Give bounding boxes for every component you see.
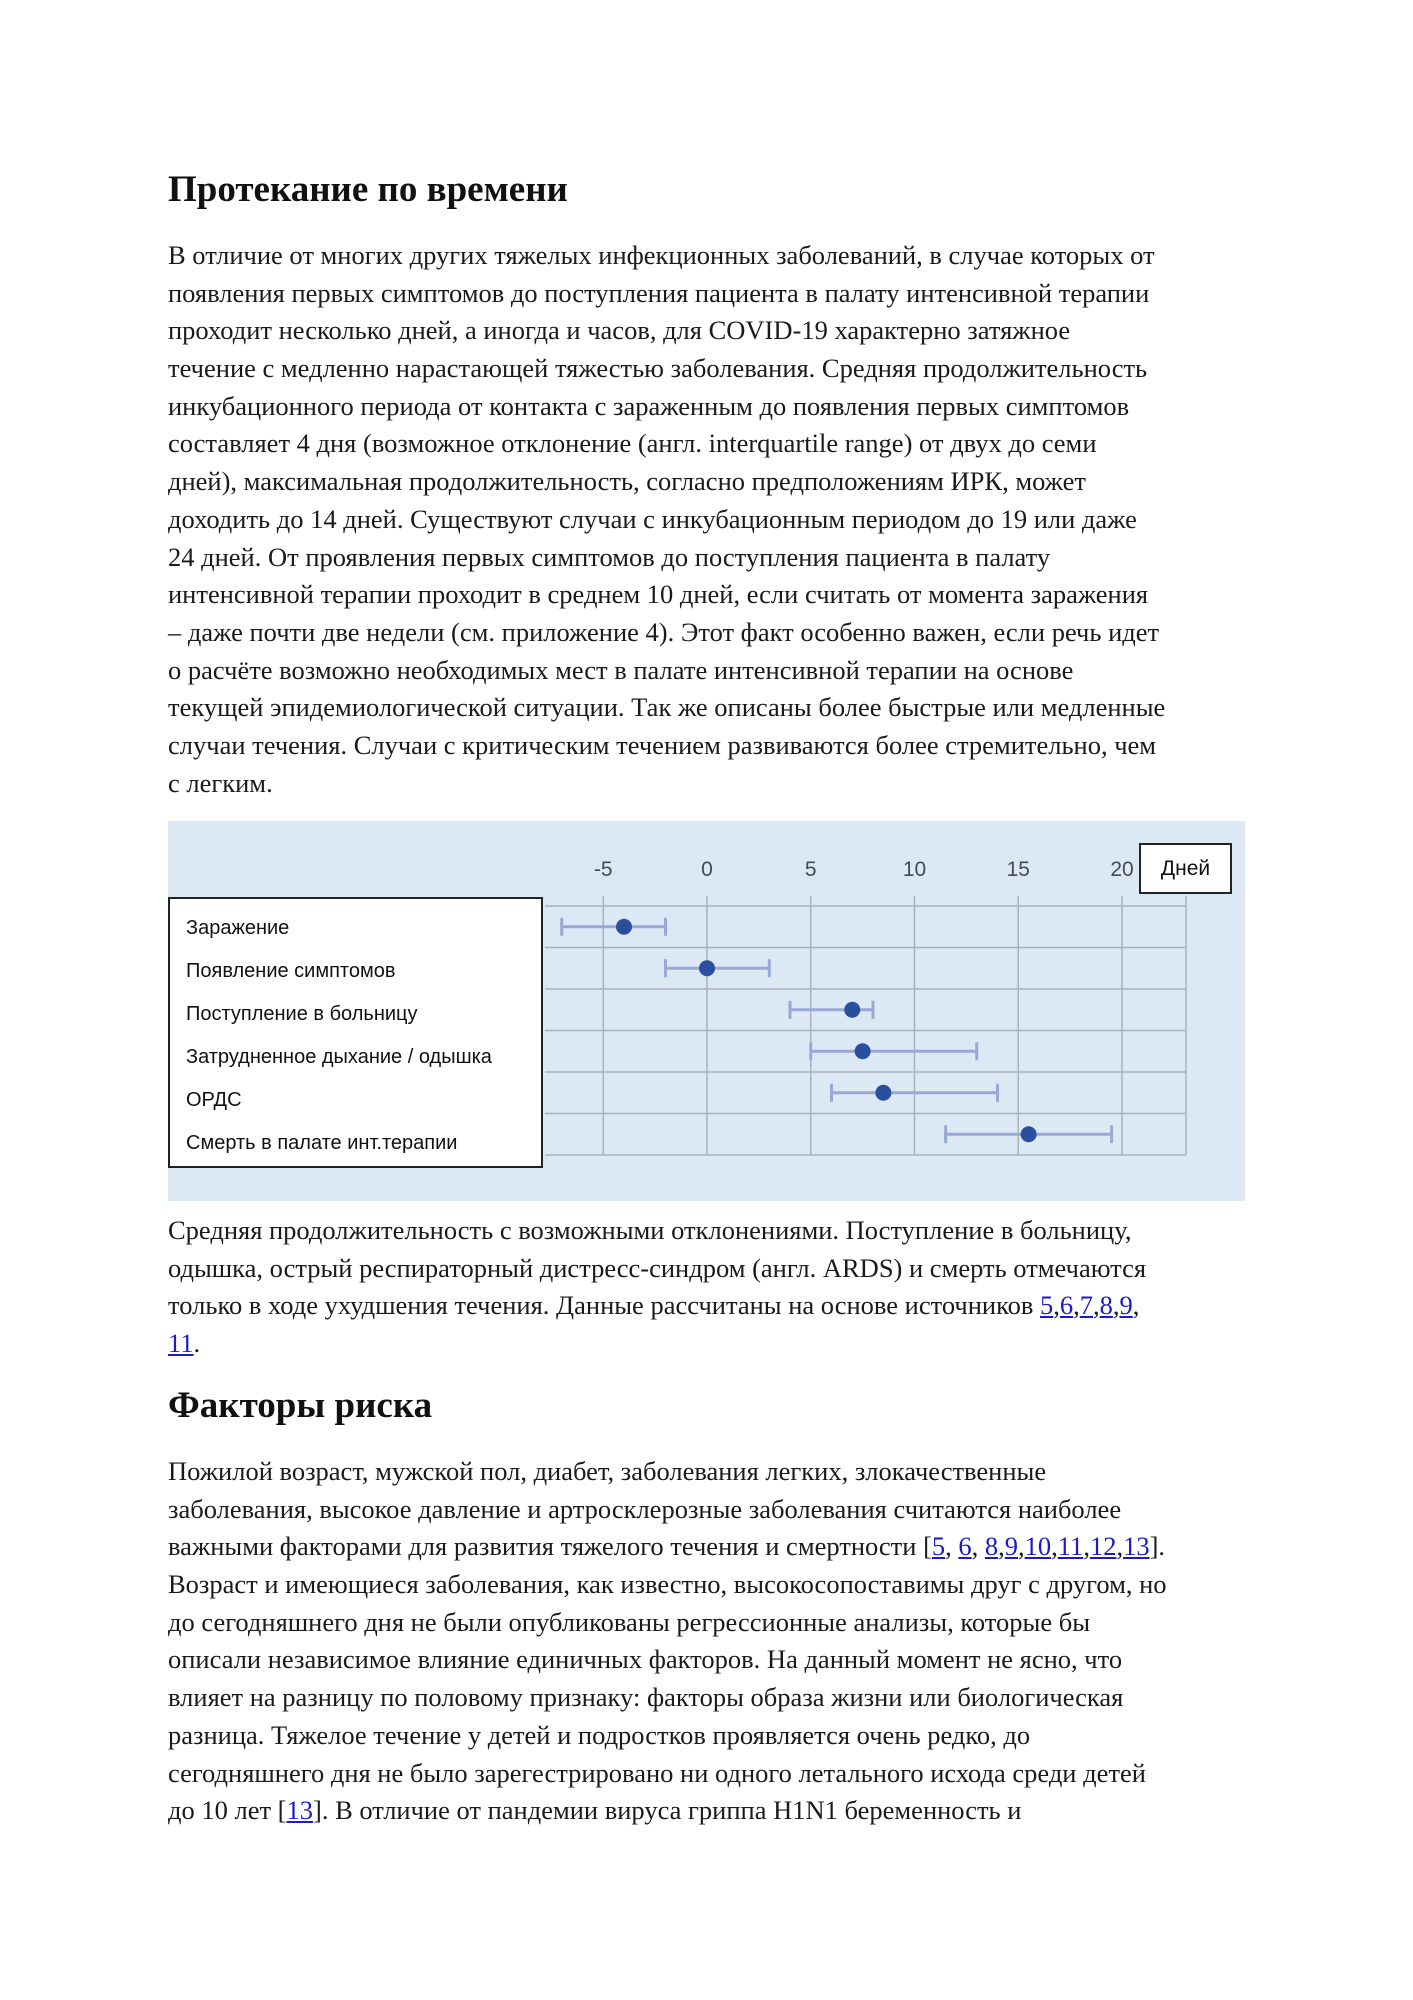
- paragraph-line: описали независимое влияние единичных факторов. На данный момент не ясно, что: [168, 1644, 1123, 1675]
- ref-link-9[interactable]: 9: [1004, 1531, 1019, 1562]
- legend-item: Появление симптомов: [186, 960, 396, 982]
- paragraph-line: В отличие от многих других тяжелых инфекционных заболеваний, в случае которых от: [168, 240, 1155, 270]
- legend-item: Затрудненное дыхание / одышка: [186, 1046, 492, 1068]
- ref-link-6[interactable]: 6: [958, 1531, 972, 1562]
- caption-line: только в ходе ухудшения течения. Данные рассчитаны на основе источников 5,6,7,8,9,: [168, 1290, 1140, 1321]
- paragraph-line: важными факторами для развития тяжелого течения и смертности [5, 6, 8,9,10,11,12,13].: [168, 1531, 1166, 1562]
- legend-item: Поступление в больницу: [186, 1003, 418, 1025]
- paragraph-line: – даже почти две недели (см. приложение 4). Этот факт особенно важен, если речь идет: [168, 616, 1160, 647]
- legend-item: ОРДС: [186, 1089, 242, 1111]
- paragraph-line: 24 дней. От проявления первых симптомов до поступления пациента в палату: [168, 541, 1051, 572]
- x-tick-label: 5: [804, 858, 817, 881]
- ref-link-12[interactable]: 12: [1089, 1531, 1117, 1562]
- paragraph-line: до 10 лет [13]. В отличие от пандемии вируса гриппа H1N1 беременность и: [168, 1795, 1022, 1826]
- caption-line: Средняя продолжительность с возможными отклонениями. Поступление в больницу,: [168, 1215, 1132, 1245]
- caption-line: 11.: [168, 1328, 201, 1359]
- paragraph-line: до сегодняшнего дня не были опубликованы регрессионные анализы, которые бы: [168, 1606, 1091, 1637]
- ref-link-10[interactable]: 10: [1024, 1531, 1052, 1562]
- paragraph-line: Возраст и имеющиеся заболевания, как известно, высокосопоставимы друг с другом, но: [168, 1569, 1167, 1600]
- paragraph-line: сегодняшнего дня не было зарегестрировано ни одного летального исхода среди детей: [168, 1757, 1146, 1788]
- ref-link-11[interactable]: 11: [168, 1328, 194, 1359]
- paragraph-line: заболевания, высокое давление и артросклерозные заболевания считаются наиболее: [168, 1493, 1122, 1524]
- ref-link-8[interactable]: 8: [1099, 1290, 1113, 1321]
- ref-link-11[interactable]: 11: [1057, 1531, 1084, 1562]
- paragraph-line: Пожилой возраст, мужской пол, диабет, заболевания легких, злокачественные: [168, 1456, 1047, 1486]
- paragraph-line: дней), максимальная продолжительность, согласно предположениям ИРК, может: [168, 466, 1086, 497]
- data-point: [855, 1043, 871, 1059]
- data-point: [875, 1085, 891, 1101]
- paragraph-line: интенсивной терапии проходит в среднем 10 дней, если считать от момента заражения: [168, 579, 1149, 610]
- paragraph-time-course: [168, 237, 1268, 802]
- ref-link-7[interactable]: 7: [1079, 1290, 1094, 1321]
- legend-item: Заражение: [186, 917, 290, 939]
- data-point: [616, 919, 632, 935]
- chart-category-legend: [168, 897, 543, 1168]
- ref-link-9[interactable]: 9: [1119, 1290, 1133, 1321]
- section-title-risk-factors: Факторы риска: [168, 1385, 433, 1426]
- caption-line: одышка, острый респираторный дистресс-синдром (англ. ARDS) и смерть отмечаются: [168, 1252, 1147, 1283]
- figure-caption: [168, 1212, 1268, 1363]
- paragraph-line: проходит несколько дней, а иногда и часов, для COVID-19 характерно затяжное: [168, 315, 1071, 346]
- x-tick-label: 15: [1006, 858, 1030, 881]
- section-title-time-course: Протекание по времени: [168, 169, 568, 210]
- paragraph-line: о расчёте возможно необходимых мест в палате интенсивной терапии на основе: [168, 654, 1074, 685]
- paragraph-line: составляет 4 дня (возможное отклонение (англ. interquartile range) от двух до семи: [168, 428, 1097, 459]
- ref-link-8[interactable]: 8: [984, 1531, 999, 1562]
- paragraph-line: с легким.: [168, 767, 273, 798]
- paragraph-line: текущей эпидемиологической ситуации. Так же описаны более быстрые или медленные: [168, 692, 1166, 723]
- x-tick-label: 10: [902, 858, 927, 881]
- paragraph-line: влияет на разницу по половому признаку: факторы образа жизни или биологическая: [168, 1682, 1124, 1713]
- ref-link-6[interactable]: 6: [1059, 1290, 1074, 1321]
- paragraph-line: инкубационного периода от контакта с зараженным до появления первых симптомов: [168, 390, 1130, 421]
- ref-link-13[interactable]: 13: [286, 1795, 313, 1826]
- x-tick-label: 20: [1110, 858, 1134, 881]
- paragraph-line: доходить до 14 дней. Существуют случаи с инкубационным периодом до 19 или даже: [168, 503, 1137, 534]
- data-point: [1021, 1126, 1037, 1142]
- x-tick-label: 0: [701, 858, 713, 881]
- paragraph-line: случаи течения. Случаи с критическим течением развиваются более стремительно, чем: [168, 729, 1157, 760]
- ref-link-5[interactable]: 5: [1040, 1290, 1054, 1321]
- legend-item: Смерть в палате инт.терапии: [186, 1132, 458, 1154]
- x-axis-unit-label: Дней: [1139, 843, 1232, 894]
- data-point: [844, 1002, 860, 1018]
- ref-link-5[interactable]: 5: [931, 1531, 946, 1562]
- paragraph-line: появления первых симптомов до поступления пациента в палату интенсивной терапии: [168, 277, 1150, 308]
- paragraph-line: разница. Тяжелое течение у детей и подростков проявляется очень редко, до: [168, 1719, 1031, 1750]
- x-tick-label: -5: [593, 858, 613, 881]
- data-point: [699, 960, 715, 976]
- paragraph-line: течение с медленно нарастающей тяжестью заболевания. Средняя продолжительность: [168, 353, 1148, 384]
- ref-link-13[interactable]: 13: [1123, 1531, 1150, 1562]
- paragraph-risk-factors: [168, 1453, 1268, 1830]
